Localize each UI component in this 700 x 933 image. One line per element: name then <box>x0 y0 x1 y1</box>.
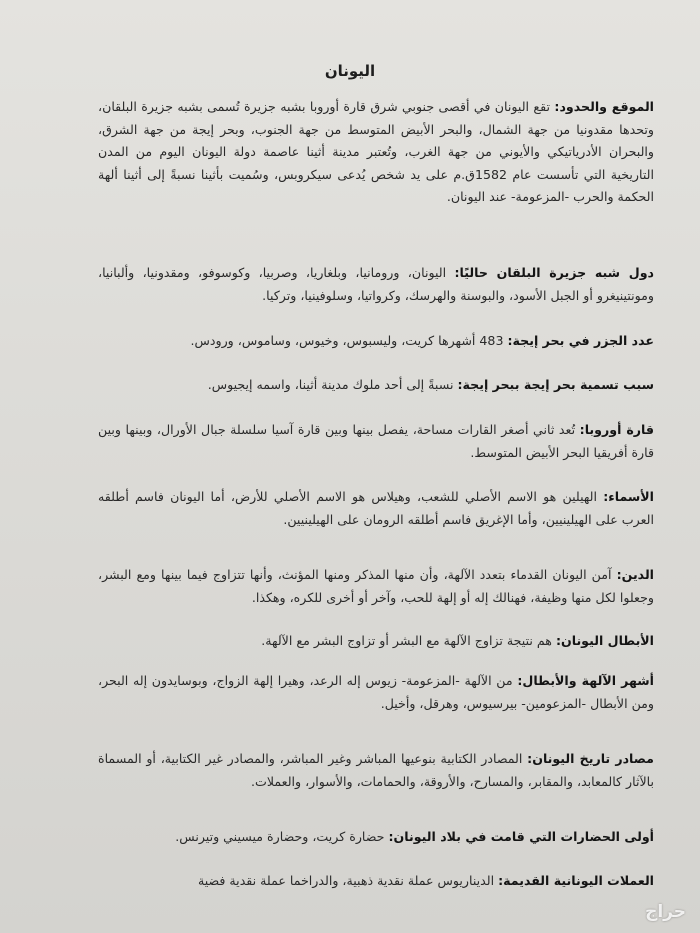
section-heading: العملات اليونانية القديمة: <box>498 873 654 888</box>
section-text: تُعد ثاني أصغر القارات مساحة، يفصل بينها وبين قارة آسيا سلسلة جبال الأورال، وبينها وبين قارة أفريقيا البحر الأبيض المتوسط. <box>98 422 654 460</box>
section-europe <box>98 419 654 464</box>
section-heading: مصادر تاريخ اليونان: <box>527 751 654 766</box>
section-heading: الموقع والحدود: <box>554 99 654 114</box>
page-title: اليونان <box>324 62 376 80</box>
section-aegean-islands <box>98 330 654 353</box>
section-heading: دول شبه جزيرة البلقان حاليًا: <box>454 265 654 280</box>
section-heading: الدين: <box>616 567 654 582</box>
section-famous-gods-heroes <box>98 670 654 715</box>
section-religion <box>98 564 654 609</box>
section-location-borders <box>98 96 654 209</box>
section-heading: قارة أوروبا: <box>579 422 654 437</box>
section-text: هم نتيجة تزاوج الآلهة مع البشر أو تزاوج البشر مع الآلهة. <box>261 633 552 648</box>
section-ancient-currencies <box>98 870 654 893</box>
section-text: حضارة كريت، وحضارة ميسيني وتيرنس. <box>175 829 385 844</box>
section-text: نسبةً إلى أحد ملوك مدينة أثينا، واسمه إيجيوس. <box>207 377 454 392</box>
section-text: اليونان، ورومانيا، وبلغاريا، وصربيا، وكوسوفو، ومقدونيا، وألبانيا، ومونتينيغرو أو الجبل الأسود، والبوسنة والهرسك، وكرواتيا، وسلوفينيا، وتركيا. <box>98 265 654 303</box>
section-heading: الأسماء: <box>603 489 654 504</box>
section-heading: أولى الحضارات التي قامت في بلاد اليونان: <box>388 829 654 844</box>
section-text: من الآلهة -المزعومة- زيوس إله الرعد، وهيرا إلهة الزواج، وبوسايدون إله البحر، ومن الأبطال -المزعومين- بيرسيوس، وهرقل، وأخيل. <box>98 673 654 711</box>
section-balkan-countries <box>98 262 654 307</box>
watermark-text: حراج <box>645 902 686 922</box>
section-heading: سبب تسمية بحر إيجة ببحر إيجة: <box>457 377 654 392</box>
section-text: 483 أشهرها كريت، وليسبوس، وخيوس، وساموس، ورودس. <box>190 333 504 348</box>
section-first-civilizations <box>98 826 654 849</box>
section-names <box>98 486 654 531</box>
section-text: الديناريوس عملة نقدية ذهبية، والدراخما عملة نقدية فضية <box>197 873 495 888</box>
section-history-sources <box>98 748 654 793</box>
section-aegean-naming <box>98 374 654 397</box>
watermark-logo <box>596 900 692 928</box>
section-text: الهيلين هو الاسم الأصلي للشعب، وهيلاس هو الاسم الأصلي للأرض، أما اليونان فاسم أطلقه العرب على الهيلينيين، وأما الإغريق فاسم أطلقه الرومان على الهيلينيين. <box>98 489 654 527</box>
section-heroes <box>98 630 654 653</box>
section-text: آمن اليونان القدماء بتعدد الآلهة، وأن منها المذكر ومنها المؤنث، وأنها تتزاوج فيما بينها ومع البشر، وجعلوا لكل منها وظيفة، فهنالك إله أو إلهة للحب، وآخر أو أخرى للكره، وهكذا. <box>98 567 654 605</box>
section-text: تقع اليونان في أقصى جنوبي شرق قارة أوروبا بشبه جزيرة تُسمى بشبه جزيرة البلقان، وتحدها مقدونيا من جهة الشمال، والبحر الأبيض المتوسط من جهة الجنوب، وبحر إيجة من جهة الشرق، والبحران الأدرياتيكي والأيوني من جهة الغرب، وتُعتبر مدينة أثينا عاصمة دولة اليونان اليوم من المدن التاريخية التي تأسست عام 1582ق.م على يد شخص يُدعى سيكروبس، وسُميت بأثينا نسبةً إلى أثينا ألهة الحكمة والحرب -المزعومة- عند اليونان. <box>98 99 654 204</box>
section-heading: عدد الجزر في بحر إيجة: <box>507 333 654 348</box>
section-heading: الأبطال اليونان: <box>555 633 654 648</box>
section-text: المصادر الكتابية بنوعيها المباشر وغير المباشر، والمصادر غير الكتابية، أو المسماة بالآثار كالمعابد، والمقابر، والمسارح، والأروقة، والحمامات، والأسوار، والعملات. <box>98 751 654 789</box>
section-heading: أشهر الآلهة والأبطال: <box>517 673 654 688</box>
